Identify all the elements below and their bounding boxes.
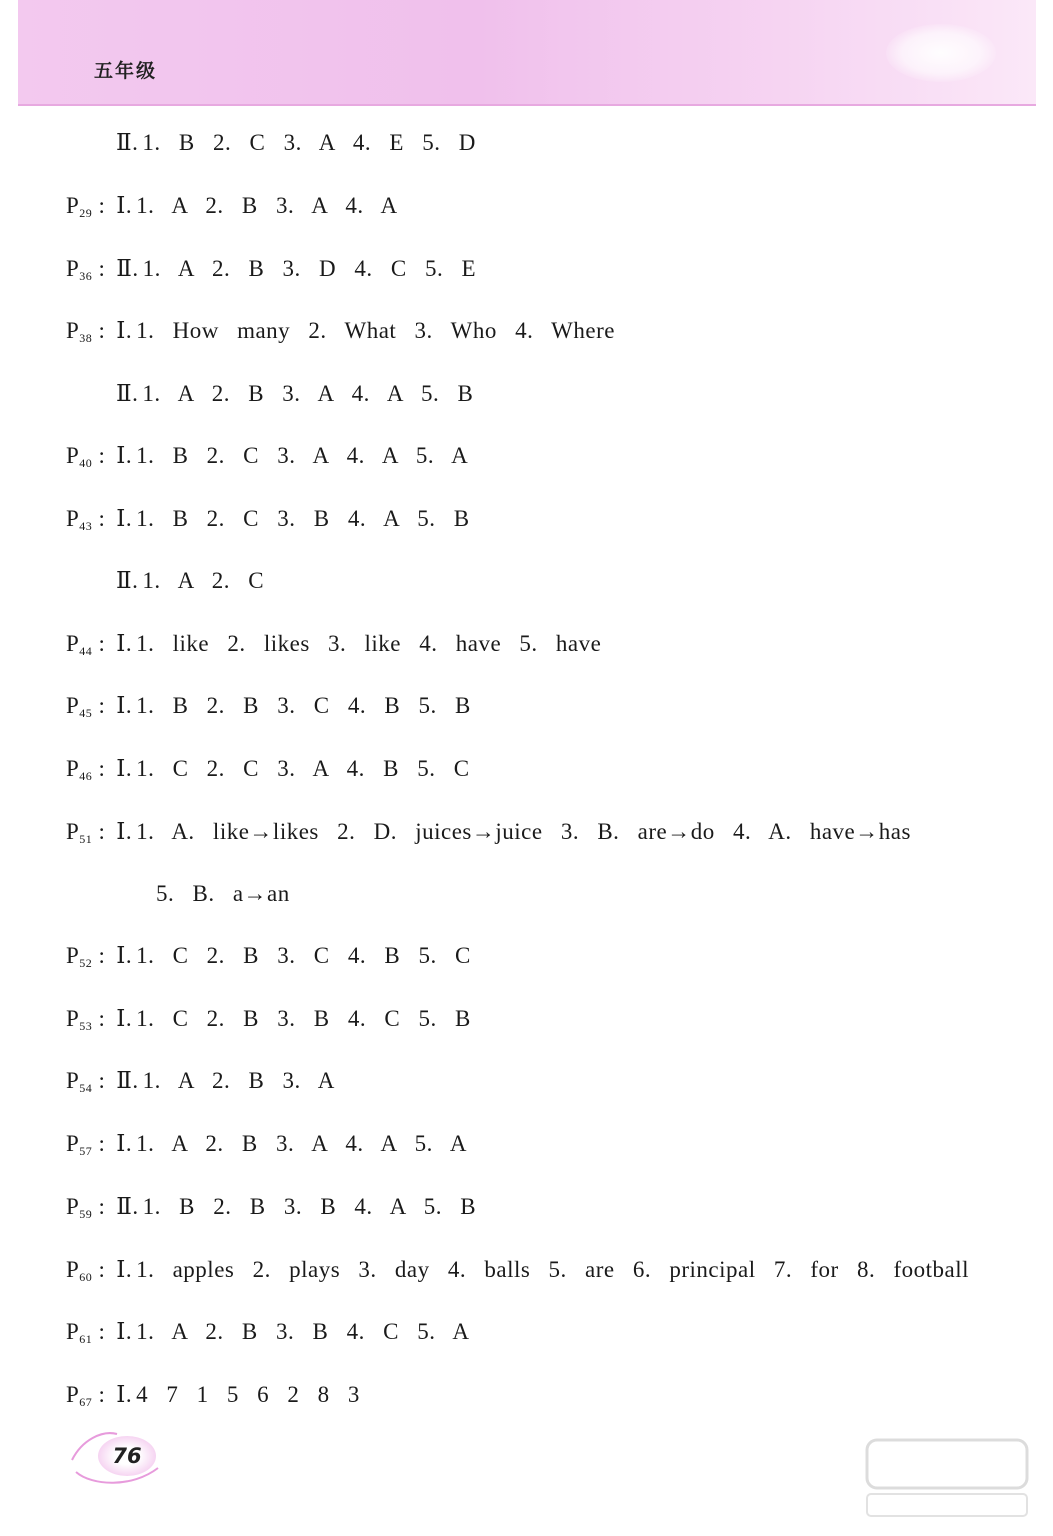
- answer-items: 1. A 2. B 3. A 4. A: [136, 193, 398, 218]
- answer-row: [66, 254, 476, 291]
- section-numeral: Ⅰ.: [116, 943, 133, 968]
- answer-row: [66, 1255, 969, 1292]
- section-numeral: Ⅱ.: [116, 568, 139, 593]
- answer-items: 1. A 2. B 3. A 4. A 5. A: [136, 1131, 467, 1156]
- answer-row: [66, 1004, 471, 1041]
- section-numeral: Ⅰ.: [116, 318, 133, 343]
- section-numeral: Ⅱ.: [116, 130, 139, 155]
- answer-row: [66, 691, 471, 728]
- answer-items: 1. A 2. C: [142, 568, 265, 593]
- page-ref: $P_{44}$ :: [66, 631, 106, 658]
- answer-row: [66, 1380, 360, 1417]
- answer-row: [66, 191, 398, 228]
- answer-row: [66, 504, 470, 541]
- grade-label: 五年级: [94, 60, 158, 82]
- answer-items: 1. B 2. C 3. A 4. E 5. D: [142, 130, 476, 155]
- answer-items: 1. B 2. B 3. C 4. B 5. B: [136, 693, 471, 718]
- answer-row: [66, 1066, 335, 1103]
- answer-items: 4 7 1 5 6 2 8 3: [136, 1382, 360, 1407]
- answer-row: [116, 379, 473, 409]
- answer-row: [116, 128, 476, 158]
- answer-items: 1. A. like→likes 2. D. juices→juice 3. B. are→do 4. A. have→has: [136, 819, 911, 844]
- page-ref: $P_{40}$ :: [66, 443, 106, 470]
- section-numeral: Ⅰ.: [116, 443, 133, 468]
- page-ref: $P_{36}$ :: [66, 256, 106, 283]
- answer-items: 1. like 2. likes 3. like 4. have 5. have: [136, 631, 602, 656]
- answer-row: [66, 941, 471, 978]
- section-numeral: Ⅰ.: [116, 1131, 133, 1156]
- page-ref: $P_{67}$ :: [66, 1382, 106, 1409]
- answer-items: 1. C 2. C 3. A 4. B 5. C: [136, 756, 470, 781]
- answer-row: [156, 879, 290, 909]
- section-numeral: Ⅰ.: [116, 1382, 133, 1407]
- answer-items: 1. apples 2. plays 3. day 4. balls 5. are 6. principal 7. for 8. football: [136, 1257, 969, 1282]
- watermark-logo-icon: [857, 1432, 1037, 1522]
- page-ref: $P_{52}$ :: [66, 943, 106, 970]
- page-ref: $P_{43}$ :: [66, 506, 106, 533]
- section-numeral: Ⅱ.: [116, 381, 139, 406]
- header-band: [18, 0, 1036, 106]
- answer-row: [66, 1192, 476, 1229]
- answer-items: 1. How many 2. What 3. Who 4. Where: [136, 318, 615, 343]
- page-ref: $P_{57}$ :: [66, 1131, 106, 1158]
- answer-row: [66, 1317, 470, 1354]
- answer-items: 1. A 2. B 3. A 4. A 5. B: [142, 381, 474, 406]
- answer-items: 1. B 2. C 3. A 4. A 5. A: [136, 443, 469, 468]
- section-numeral: Ⅰ.: [116, 193, 133, 218]
- answer-row: [66, 629, 601, 666]
- answer-items: 1. C 2. B 3. C 4. B 5. C: [136, 943, 471, 968]
- section-numeral: Ⅰ.: [116, 756, 133, 781]
- answer-items: 1. A 2. B 3. A: [142, 1068, 335, 1093]
- page-number: 76: [98, 1436, 156, 1476]
- answer-items: 1. A 2. B 3. D 4. C 5. E: [142, 256, 477, 281]
- section-numeral: Ⅰ.: [116, 1257, 133, 1282]
- page-ref: $P_{59}$ :: [66, 1194, 106, 1221]
- answer-items: 1. A 2. B 3. B 4. C 5. A: [136, 1319, 470, 1344]
- page-ref: $P_{53}$ :: [66, 1006, 106, 1033]
- page-ref: $P_{60}$ :: [66, 1257, 106, 1284]
- answer-items: 1. C 2. B 3. B 4. C 5. B: [136, 1006, 471, 1031]
- answer-row: [66, 316, 615, 353]
- page-ref: $P_{61}$ :: [66, 1319, 106, 1346]
- section-numeral: Ⅰ.: [116, 1006, 133, 1031]
- section-numeral: Ⅰ.: [116, 506, 133, 531]
- section-numeral: Ⅱ.: [116, 256, 139, 281]
- answer-row: [66, 817, 911, 854]
- page-ref: $P_{54}$ :: [66, 1068, 106, 1095]
- page-ref: $P_{46}$ :: [66, 756, 106, 783]
- page-ref: $P_{51}$ :: [66, 819, 106, 846]
- answer-items: 1. B 2. B 3. B 4. A 5. B: [142, 1194, 477, 1219]
- section-numeral: Ⅰ.: [116, 693, 133, 718]
- page-ref: $P_{29}$ :: [66, 193, 106, 220]
- section-numeral: Ⅱ.: [116, 1194, 139, 1219]
- answer-items: 1. B 2. C 3. B 4. A 5. B: [136, 506, 470, 531]
- section-numeral: Ⅰ.: [116, 1319, 133, 1344]
- section-numeral: Ⅰ.: [116, 819, 133, 844]
- answer-items: 5. B. a→an: [156, 881, 290, 906]
- answer-row: [66, 754, 470, 791]
- answer-row: [66, 441, 468, 478]
- page-ref: $P_{38}$ :: [66, 318, 106, 345]
- answer-row: [116, 566, 264, 596]
- section-numeral: Ⅰ.: [116, 631, 133, 656]
- page-ref: $P_{45}$ :: [66, 693, 106, 720]
- section-numeral: Ⅱ.: [116, 1068, 139, 1093]
- answer-row: [66, 1129, 467, 1166]
